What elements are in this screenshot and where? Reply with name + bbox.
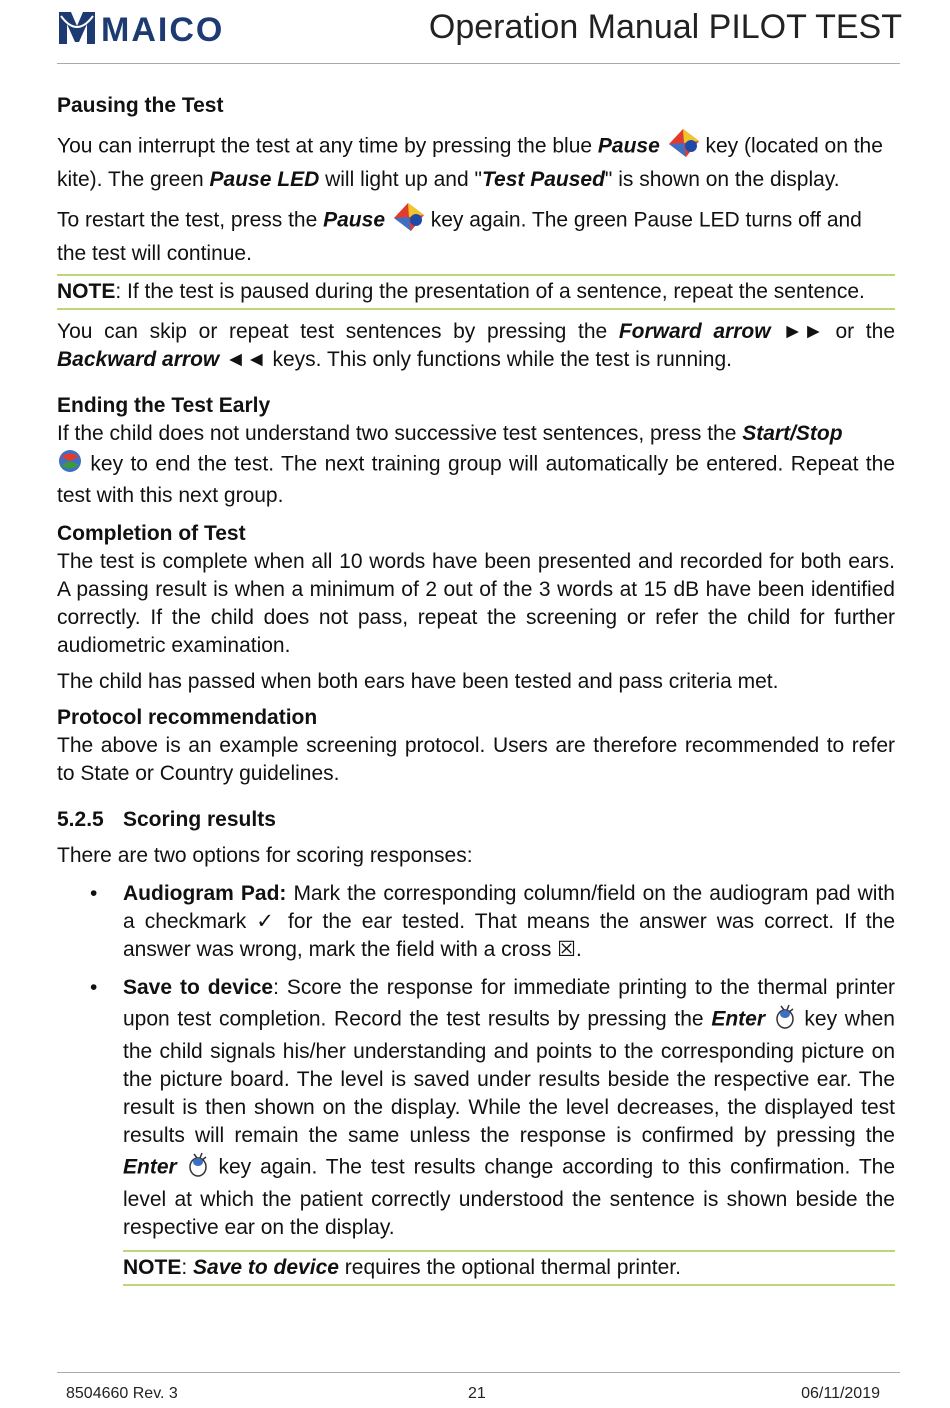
paragraph-passed: The child has passed when both ears have been tested and pass criteria met. bbox=[57, 670, 779, 693]
paragraph-restart: To restart the test, press the Pause key again. The green Pause LED turns off and the test will continue. bbox=[57, 202, 895, 268]
page-content bbox=[57, 92, 895, 1286]
paragraph-ending: If the child does not understand two successive test sentences, press the Start/Stop key to end the test. The next training group will automatically be entered. Repeat the test with this next group. bbox=[57, 422, 895, 507]
paragraph-skip: You can skip or repeat test sentences by pressing the Forward arrow ►► or the Backward arrow ◄◄ keys. This only functions while the test is running. bbox=[57, 320, 895, 371]
list-item-audiogram-pad: • Audiogram Pad: Mark the corresponding column/field on the audiogram pad with a checkmark ✓ for the ear tested. That means the answer was correct. If the answer was wrong, mark the field with a cross ☒. bbox=[90, 882, 895, 961]
maico-logo bbox=[57, 8, 257, 48]
paragraph-pause: You can interrupt the test at any time by pressing the blue Pause key (located on the kite). The green Pause LED will light up and "Test Paused" is shown on the display. bbox=[57, 128, 895, 194]
paragraph-completion: The test is complete when all 10 words have been presented and recorded for both ears. A passing result is when a minimum of 2 out of the 3 words at 15 dB have been identified correctly. If the child does not pass, repeat the screening or refer the child for further audiometric examination. bbox=[57, 550, 895, 657]
page-number: 21 bbox=[468, 1385, 486, 1402]
document-title: Operation Manual PILOT TEST bbox=[428, 8, 902, 46]
bullet: • bbox=[90, 976, 98, 999]
list-item-save-to-device: • Save to device: Score the response for immediate printing to the thermal printer upon test completion. Record the test results by pressing the Enter key when the child signals his/her understanding and points to the corresponding picture on the picture board. The level is saved under results beside the respective ear. The result is then shown on the display. While the level decreases, the displayed test results will remain the same unless the response is confirmed by pressing the Enter key again. The test results change according to this confirmation. The level at which the patient correctly understood the sentence is shown beside the respective ear on the display. bbox=[90, 976, 895, 1239]
pause-kite-icon bbox=[391, 202, 425, 240]
heading-pausing: Pausing the Test bbox=[57, 94, 224, 117]
document-date: 06/11/2019 bbox=[801, 1385, 880, 1402]
header-divider bbox=[57, 63, 900, 64]
bullet: • bbox=[90, 882, 98, 905]
note-save-to-device: NOTE: Save to device requires the optional thermal printer. bbox=[123, 1250, 895, 1286]
footer-divider bbox=[57, 1372, 900, 1373]
pause-kite-icon bbox=[666, 128, 700, 166]
heading-completion: Completion of Test bbox=[57, 522, 246, 545]
note-pause: NOTE: If the test is paused during the presentation of a sentence, repeat the sentence. bbox=[57, 274, 895, 310]
document-number: 8504660 Rev. 3 bbox=[66, 1385, 178, 1402]
paragraph-protocol: The above is an example screening protocol. Users are therefore recommended to refer to State or Country guidelines. bbox=[57, 734, 895, 785]
paragraph-options: There are two options for scoring responses: bbox=[57, 844, 473, 867]
section-number: 5.2.5 bbox=[57, 808, 104, 831]
enter-key-icon bbox=[186, 1150, 210, 1186]
enter-key-icon bbox=[773, 1002, 797, 1038]
heading-protocol: Protocol recommendation bbox=[57, 706, 318, 729]
logo-text: MAICO bbox=[101, 11, 225, 48]
scoring-options-list bbox=[57, 880, 895, 1242]
heading-scoring: 5.2.5 Scoring results bbox=[57, 806, 895, 834]
heading-ending: Ending the Test Early bbox=[57, 394, 271, 417]
start-stop-icon bbox=[57, 448, 83, 482]
